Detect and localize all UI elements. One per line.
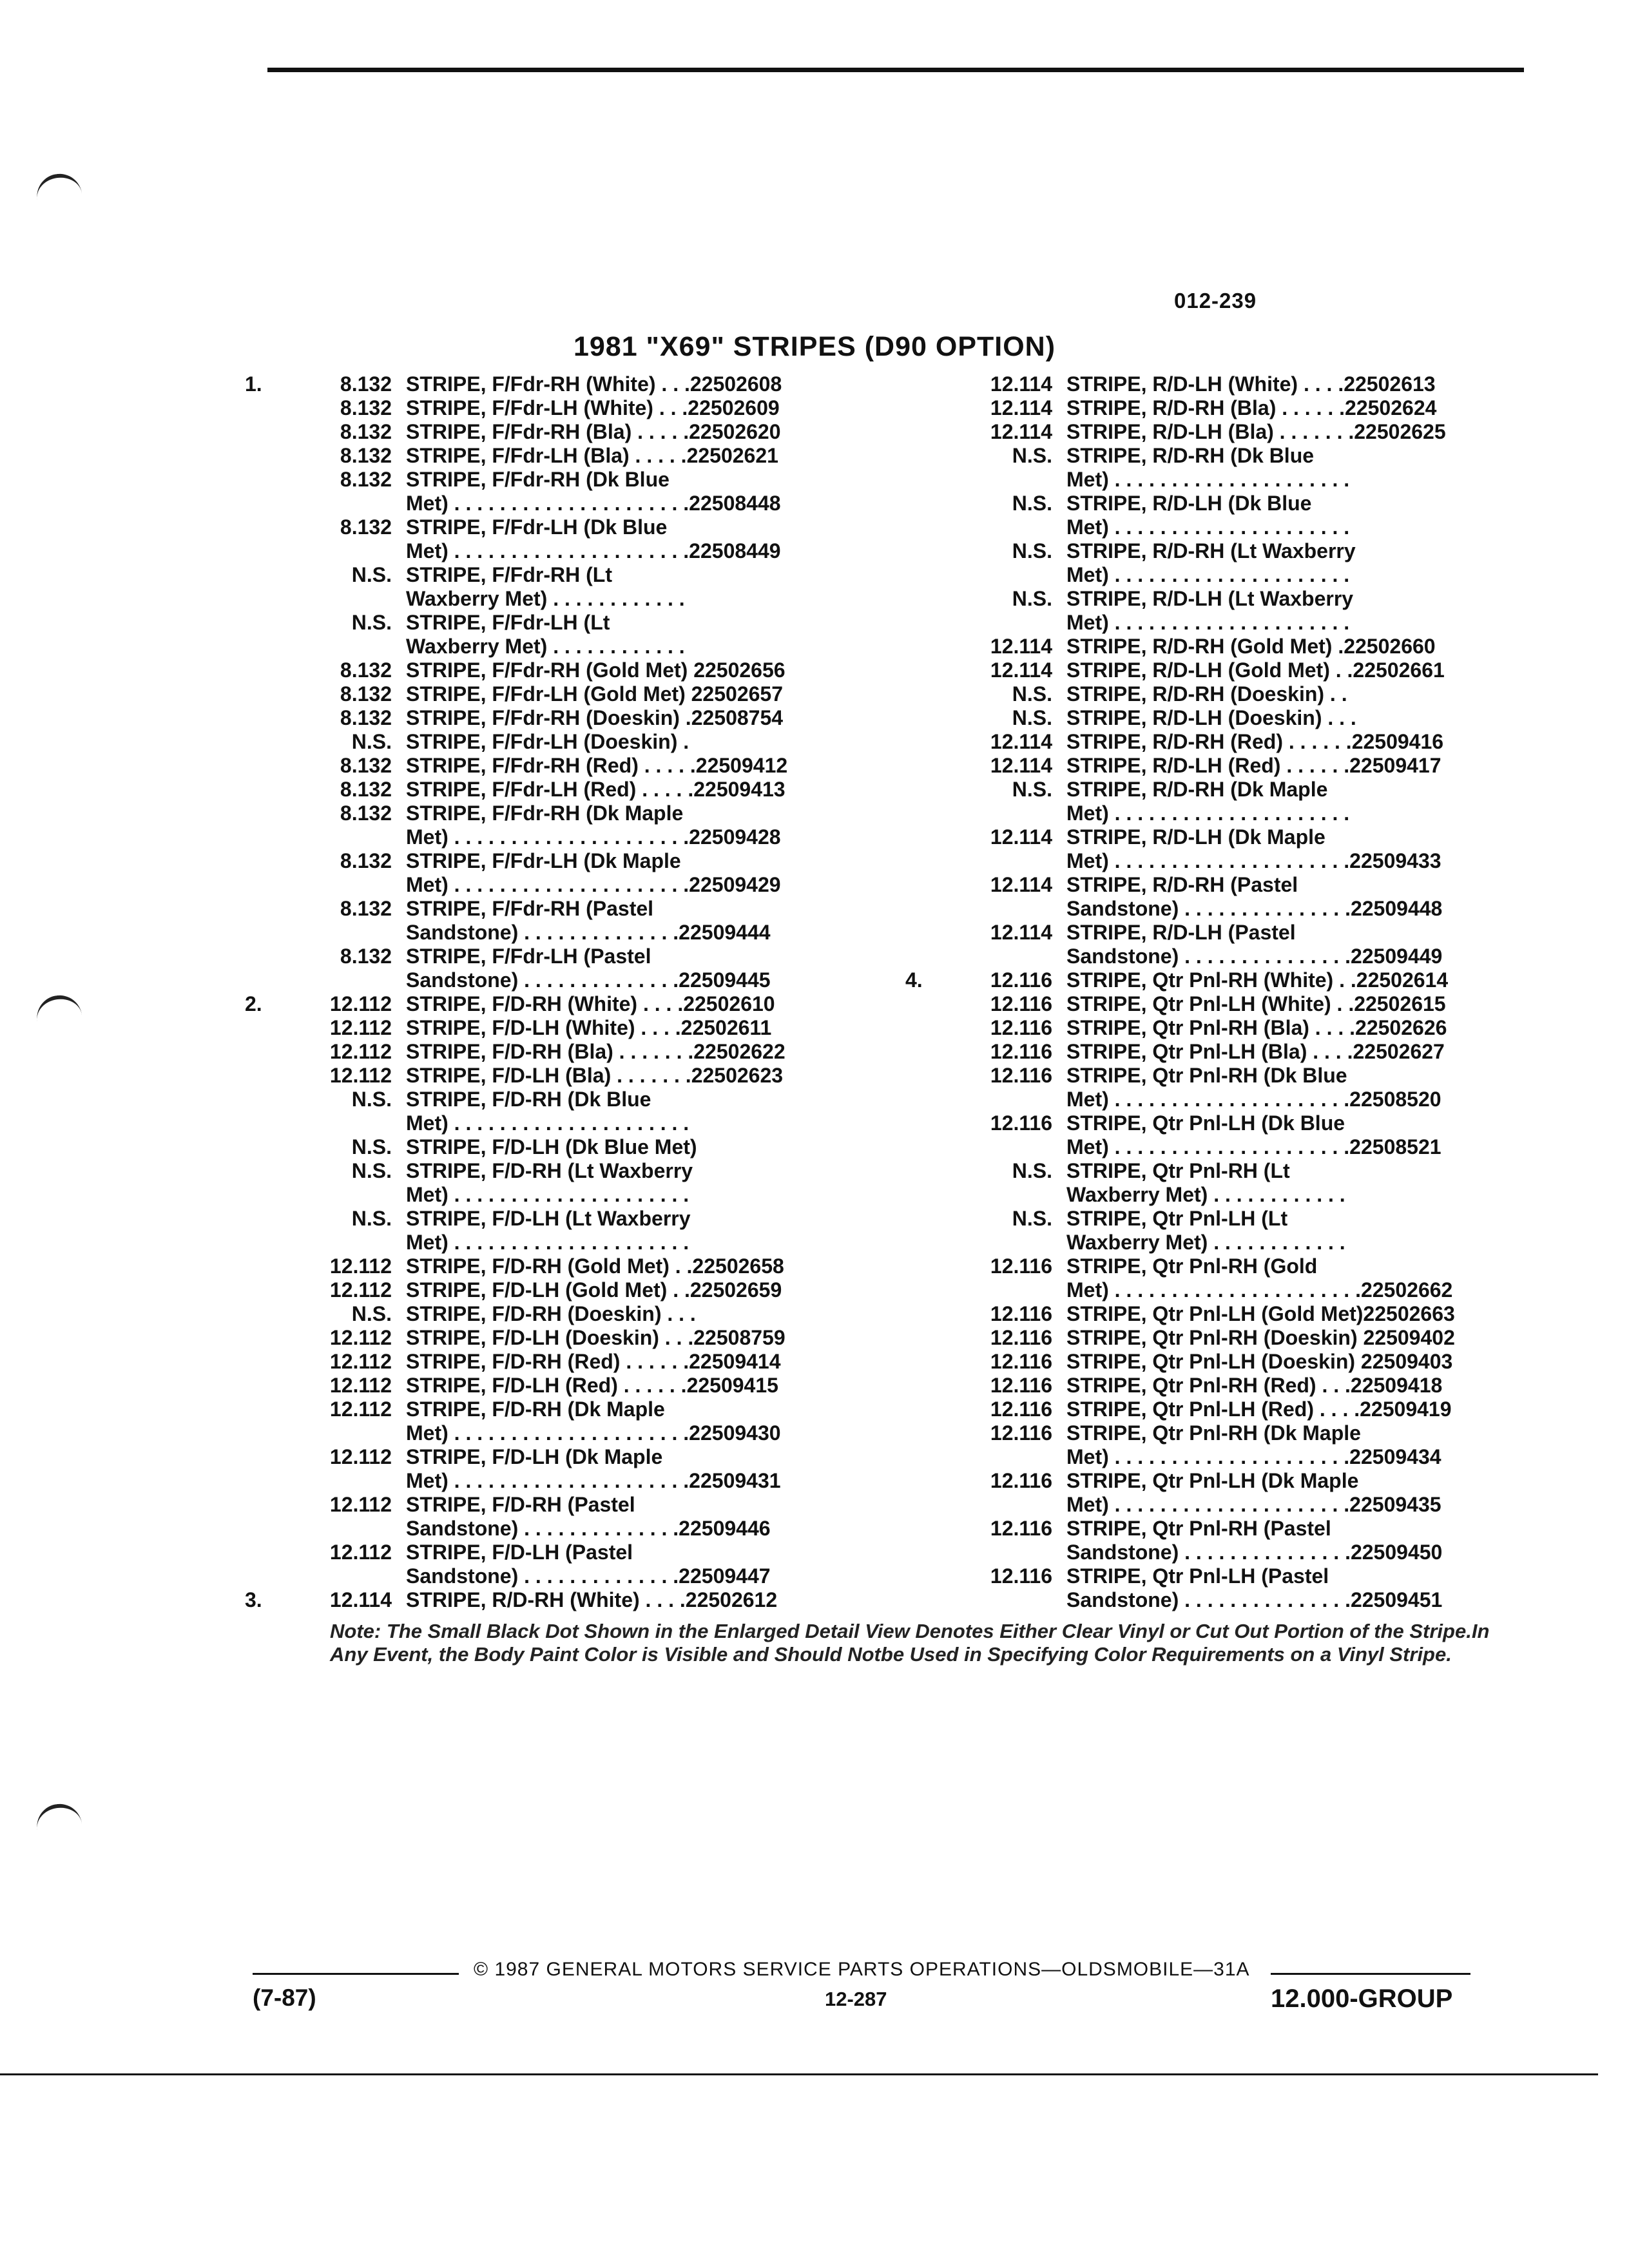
parts-list-item [905,1254,1576,1302]
item-description-line: STRIPE, R/D-LH (Pastel [1066,921,1296,944]
item-group-code: 12.116 [990,1111,1052,1135]
item-group-code: N.S. [351,611,392,634]
parts-list-item [905,1159,1576,1207]
item-group-code: 12.116 [990,1421,1052,1445]
parts-list-item [905,682,1576,706]
item-description-line: STRIPE, F/D-RH (Doeskin) . . . [406,1302,696,1325]
item-description-line: Met) . . . . . . . . . . . . . . . . . . . . .22508521 [1066,1135,1441,1158]
item-reference-number: 1. [245,372,262,396]
parts-list-item [245,1541,915,1588]
item-description-line: STRIPE, Qtr Pnl-RH (Gold [1066,1254,1318,1278]
item-description-line: STRIPE, F/D-RH (Gold Met) . .22502658 [406,1254,784,1278]
item-description-line: STRIPE, R/D-RH (White) . . . .22502612 [406,1588,778,1611]
item-group-code: 12.112 [329,1064,392,1087]
item-group-code: N.S. [1012,1207,1052,1230]
parts-list-item [905,1398,1576,1421]
item-group-code: 12.114 [990,372,1052,396]
parts-list-item [905,420,1576,444]
item-description-line: Sandstone) . . . . . . . . . . . . . .22509444 [406,921,771,944]
item-description-line: STRIPE, F/D-RH (Pastel [406,1493,635,1516]
item-description-line: STRIPE, R/D-RH (Gold Met) .22502660 [1066,635,1436,658]
item-description-line: STRIPE, Qtr Pnl-RH (Bla) . . . .22502626 [1066,1016,1447,1039]
item-description-line: STRIPE, Qtr Pnl-LH (Lt [1066,1207,1288,1230]
item-group-code: 12.112 [329,1374,392,1397]
item-description-line: STRIPE, R/D-LH (Gold Met) . .22502661 [1066,658,1445,682]
parts-list-item [905,587,1576,635]
item-description-line: STRIPE, F/D-RH (White) . . . .22502610 [406,992,775,1015]
parts-list-item [905,754,1576,778]
parts-list-item [245,563,915,611]
item-description-line: STRIPE, Qtr Pnl-LH (Gold Met)22502663 [1066,1302,1455,1325]
item-group-code: N.S. [351,1088,392,1111]
item-description-line: Waxberry Met) . . . . . . . . . . . . [406,635,685,658]
item-description-line: STRIPE, R/D-RH (Pastel [1066,873,1298,896]
item-description-line: STRIPE, F/Fdr-LH (Dk Maple [406,849,681,872]
item-description-line: STRIPE, R/D-LH (Dk Maple [1066,825,1325,849]
item-group-code: 12.112 [329,1040,392,1063]
item-description-line: STRIPE, F/Fdr-LH (White) . . .22502609 [406,396,780,419]
item-group-code: 8.132 [340,778,392,801]
item-group-code: 12.116 [990,1040,1052,1063]
parts-list-item [245,1350,915,1374]
parts-list-item [245,802,915,849]
item-description-line: STRIPE, Qtr Pnl-RH (White) . .22502614 [1066,968,1449,992]
parts-list-item [245,515,915,563]
item-description-line: STRIPE, F/Fdr-LH (Dk Blue [406,515,668,539]
item-description-line: STRIPE, F/Fdr-LH (Lt [406,611,610,634]
item-group-code: 8.132 [340,515,392,539]
item-description-line: Sandstone) . . . . . . . . . . . . . .22509446 [406,1517,771,1540]
item-description-line: Met) . . . . . . . . . . . . . . . . . . . . .22509428 [406,825,781,849]
item-description-line: Met) . . . . . . . . . . . . . . . . . . . . .22509434 [1066,1445,1441,1468]
item-description-line: STRIPE, F/Fdr-RH (Lt [406,563,612,586]
item-description-line: Sandstone) . . . . . . . . . . . . . .22509445 [406,968,771,992]
parts-list-item [245,1064,915,1088]
parts-list-item [905,730,1576,754]
item-description-line: STRIPE, Qtr Pnl-RH (Doeskin) 22509402 [1066,1326,1455,1349]
parts-list-item [905,1469,1576,1517]
item-description-line: STRIPE, F/D-LH (Lt Waxberry [406,1207,691,1230]
parts-list-item [245,1135,915,1159]
item-description-line: STRIPE, F/D-LH (Dk Blue Met) [406,1135,697,1158]
item-group-code: 12.116 [990,1564,1052,1588]
item-group-code: 12.112 [329,1016,392,1039]
parts-list-item [245,682,915,706]
item-description-line: STRIPE, F/Fdr-RH (Gold Met) 22502656 [406,658,786,682]
item-group-code: 12.116 [990,1517,1052,1540]
item-group-code: 12.116 [990,1398,1052,1421]
parts-list-item [245,706,915,730]
item-group-code: 12.114 [990,635,1052,658]
item-group-code: N.S. [1012,778,1052,801]
page-title: 1981 "X69" STRIPES (D90 OPTION) [573,331,1056,362]
item-description-line: STRIPE, R/D-RH (Dk Blue [1066,444,1315,467]
item-group-code: 12.116 [990,1469,1052,1492]
scan-mark-bottom [34,1801,82,1830]
item-description-line: STRIPE, F/Fdr-RH (Doeskin) .22508754 [406,706,784,729]
item-description-line: STRIPE, R/D-LH (Doeskin) . . . [1066,706,1356,729]
parts-list-item [905,706,1576,730]
item-description-line: Met) . . . . . . . . . . . . . . . . . . . . . [1066,515,1350,539]
parts-list-item [905,1326,1576,1350]
footer-page-number: 12-287 [825,1988,887,2010]
parts-list-item [245,396,915,420]
item-group-code: 8.132 [340,754,392,777]
parts-list-item [245,1374,915,1398]
item-group-code: 12.114 [990,754,1052,777]
item-group-code: 8.132 [340,802,392,825]
item-group-code: 12.112 [329,1254,392,1278]
item-description-line: STRIPE, F/Fdr-RH (Bla) . . . . .22502620 [406,420,781,443]
scan-mark-middle [34,992,82,1021]
item-group-code: N.S. [351,1302,392,1325]
parts-list-item [245,778,915,802]
item-description-line: STRIPE, F/D-LH (Red) . . . . . .22509415 [406,1374,778,1397]
item-description-line: STRIPE, R/D-RH (Bla) . . . . . .22502624 [1066,396,1437,419]
parts-list-item [905,539,1576,587]
item-reference-number: 2. [245,992,262,1015]
item-group-code: 12.116 [990,1302,1052,1325]
item-description-line: STRIPE, F/D-LH (White) . . . .22502611 [406,1016,772,1039]
item-description-line: Met) . . . . . . . . . . . . . . . . . . . . .22508449 [406,539,781,562]
item-group-code: 12.112 [329,1278,392,1302]
parts-list-item [245,1398,915,1445]
parts-list-item [245,754,915,778]
item-description-line: STRIPE, R/D-LH (Red) . . . . . .22509417 [1066,754,1441,777]
scan-mark-top [34,171,82,200]
item-group-code: 12.116 [990,1016,1052,1039]
item-group-code: 12.112 [329,1350,392,1373]
footer-copyright: © 1987 GENERAL MOTORS SERVICE PARTS OPERATIONS—OLDSMOBILE—31A [474,1959,1250,1980]
item-description-line: STRIPE, F/D-LH (Pastel [406,1541,633,1564]
item-group-code: 8.132 [340,849,392,872]
item-description-line: Met) . . . . . . . . . . . . . . . . . . . . . [406,1231,689,1254]
item-group-code: N.S. [1012,492,1052,515]
item-group-code: 12.114 [990,825,1052,849]
parts-list-item [245,1493,915,1541]
item-description-line: STRIPE, R/D-RH (Doeskin) . . [1066,682,1347,706]
bottom-rule [0,2073,1598,2075]
item-group-code: 12.116 [990,1064,1052,1087]
item-group-code: 12.112 [329,1541,392,1564]
parts-list-item [905,825,1576,873]
item-group-code: N.S. [1012,444,1052,467]
item-description-line: STRIPE, Qtr Pnl-LH (Doeskin) 22509403 [1066,1350,1453,1373]
item-group-code: 12.116 [990,992,1052,1015]
item-description-line: STRIPE, R/D-LH (Bla) . . . . . . .22502625 [1066,420,1446,443]
item-description-line: STRIPE, F/Fdr-LH (Red) . . . . .22509413 [406,778,786,801]
item-description-line: STRIPE, R/D-LH (White) . . . .22502613 [1066,372,1436,396]
parts-list-item [905,372,1576,396]
parts-list-item [245,444,915,468]
footer-date-code: (7-87) [253,1984,316,2011]
parts-list-item [245,372,915,396]
item-reference-number: 3. [245,1588,262,1611]
item-group-code: 12.116 [990,968,1052,992]
parts-list-item [905,1564,1576,1612]
footer-rule-left [253,1973,459,1975]
item-group-code: 8.132 [340,468,392,491]
item-group-code: N.S. [351,730,392,753]
item-description-line: STRIPE, F/D-RH (Lt Waxberry [406,1159,693,1182]
parts-list-item [245,611,915,658]
parts-list-item [245,1088,915,1135]
parts-list-item [905,873,1576,921]
item-group-code: N.S. [1012,1159,1052,1182]
item-description-line: STRIPE, R/D-LH (Dk Blue [1066,492,1312,515]
item-description-line: Met) . . . . . . . . . . . . . . . . . . . . . [1066,611,1350,634]
item-description-line: STRIPE, R/D-LH (Lt Waxberry [1066,587,1354,610]
parts-list-item [905,396,1576,420]
item-description-line: STRIPE, F/D-RH (Red) . . . . . .22509414 [406,1350,781,1373]
item-description-line: STRIPE, Qtr Pnl-LH (Bla) . . . .22502627 [1066,1040,1445,1063]
item-group-code: N.S. [1012,706,1052,729]
parts-list-item [905,1207,1576,1254]
item-description-line: STRIPE, F/Fdr-RH (Red) . . . . .22509412 [406,754,788,777]
parts-list-item [245,1445,915,1493]
item-description-line: STRIPE, F/Fdr-RH (Pastel [406,897,654,920]
parts-list-item [905,1016,1576,1040]
item-description-line: Met) . . . . . . . . . . . . . . . . . . . . .22509431 [406,1469,781,1492]
item-description-line: Met) . . . . . . . . . . . . . . . . . . . . . [406,1111,689,1135]
parts-list-item [245,1016,915,1040]
item-description-line: STRIPE, R/D-RH (Red) . . . . . .22509416 [1066,730,1444,753]
item-group-code: 8.132 [340,372,392,396]
item-description-line: STRIPE, F/D-LH (Doeskin) . . .22508759 [406,1326,786,1349]
parts-list-item [905,1517,1576,1564]
item-group-code: 12.114 [990,730,1052,753]
parts-list-right-column [905,372,1576,1612]
item-description-line: Waxberry Met) . . . . . . . . . . . . [406,587,685,610]
item-description-line: STRIPE, F/Fdr-RH (Dk Maple [406,802,684,825]
note-text: Note: The Small Black Dot Shown in the Enlarged Detail View Denotes Either Clear Vinyl or Cut Out Portion of the Stripe.In Any Event, the Body Paint Color is Visible and Should Notbe Used in Specifying Color Requirements on a Vinyl Stripe. [330,1620,1490,1666]
item-description-line: STRIPE, Qtr Pnl-RH (Pastel [1066,1517,1331,1540]
item-group-code: 8.132 [340,706,392,729]
item-description-line: Met) . . . . . . . . . . . . . . . . . . . . .22509433 [1066,849,1441,872]
item-group-code: 12.112 [329,992,392,1015]
item-group-code: 12.116 [990,1254,1052,1278]
item-group-code: 8.132 [340,682,392,706]
item-description-line: Met) . . . . . . . . . . . . . . . . . . . . .22508520 [1066,1088,1441,1111]
item-description-line: Met) . . . . . . . . . . . . . . . . . . . . .22509429 [406,873,781,896]
item-description-line: STRIPE, Qtr Pnl-RH (Dk Maple [1066,1421,1361,1445]
parts-list-item [245,468,915,515]
item-description-line: Sandstone) . . . . . . . . . . . . . . .22509451 [1066,1588,1443,1611]
parts-list-item [245,1278,915,1302]
parts-list-item [905,1350,1576,1374]
footer-group-label: 12.000-GROUP [1271,1984,1453,2013]
parts-list-item [245,420,915,444]
parts-list-item [905,658,1576,682]
parts-list-item [245,1302,915,1326]
item-group-code: 12.116 [990,1350,1052,1373]
item-group-code: 8.132 [340,897,392,920]
item-description-line: STRIPE, F/D-LH (Gold Met) . .22502659 [406,1278,782,1302]
item-description-line: Met) . . . . . . . . . . . . . . . . . . . . .22509430 [406,1421,781,1445]
parts-list-item [245,658,915,682]
item-group-code: 12.114 [990,396,1052,419]
item-description-line: Sandstone) . . . . . . . . . . . . . . .22509449 [1066,945,1443,968]
item-description-line: STRIPE, Qtr Pnl-LH (Dk Blue [1066,1111,1345,1135]
footer-rule-right [1271,1973,1470,1975]
parts-list-item [245,897,915,945]
item-description-line: STRIPE, F/Fdr-RH (White) . . .22502608 [406,372,782,396]
parts-list-item [905,635,1576,658]
item-description-line: STRIPE, F/D-RH (Bla) . . . . . . .22502622 [406,1040,786,1063]
item-description-line: STRIPE, R/D-RH (Dk Maple [1066,778,1328,801]
parts-list-item [905,1421,1576,1469]
parts-list-item [245,1207,915,1254]
item-group-code: 8.132 [340,945,392,968]
item-group-code: 8.132 [340,658,392,682]
item-description-line: STRIPE, R/D-RH (Lt Waxberry [1066,539,1356,562]
item-description-line: Met) . . . . . . . . . . . . . . . . . . . . . [1066,563,1350,586]
parts-list-item [905,1064,1576,1111]
item-description-line: Met) . . . . . . . . . . . . . . . . . . . . .22508448 [406,492,781,515]
item-group-code: N.S. [1012,587,1052,610]
top-rule [267,68,1524,72]
item-description-line: STRIPE, F/Fdr-LH (Bla) . . . . .22502621 [406,444,778,467]
parts-list-item [905,1374,1576,1398]
item-group-code: 12.114 [990,658,1052,682]
parts-list-item [245,1040,915,1064]
item-group-code: N.S. [1012,682,1052,706]
parts-list-item [245,1588,915,1612]
document-code: 012-239 [1174,289,1257,312]
parts-list-item [245,1326,915,1350]
item-description-line: STRIPE, F/Fdr-LH (Gold Met) 22502657 [406,682,783,706]
item-group-code: 12.114 [329,1588,392,1611]
parts-list-item [905,778,1576,825]
item-description-line: Met) . . . . . . . . . . . . . . . . . . . . . [406,1183,689,1206]
parts-list-item [905,921,1576,968]
item-description-line: Met) . . . . . . . . . . . . . . . . . . . . . .22502662 [1066,1278,1453,1302]
parts-list-item [245,945,915,992]
item-group-code: N.S. [351,1207,392,1230]
item-group-code: 12.112 [329,1445,392,1468]
item-group-code: 12.112 [329,1326,392,1349]
item-group-code: N.S. [351,1135,392,1158]
parts-list-item [905,968,1576,992]
item-description-line: STRIPE, Qtr Pnl-RH (Dk Blue [1066,1064,1347,1087]
item-group-code: 12.116 [990,1326,1052,1349]
item-description-line: STRIPE, Qtr Pnl-LH (Red) . . . .22509419 [1066,1398,1452,1421]
item-description-line: STRIPE, Qtr Pnl-RH (Lt [1066,1159,1290,1182]
item-reference-number: 4. [905,968,923,992]
item-description-line: STRIPE, F/D-RH (Dk Blue [406,1088,651,1111]
item-group-code: N.S. [351,1159,392,1182]
item-description-line: STRIPE, Qtr Pnl-LH (Pastel [1066,1564,1329,1588]
item-description-line: STRIPE, F/D-RH (Dk Maple [406,1398,665,1421]
item-description-line: STRIPE, F/Fdr-LH (Doeskin) . [406,730,689,753]
item-description-line: STRIPE, F/D-LH (Bla) . . . . . . .22502623 [406,1064,784,1087]
item-group-code: 8.132 [340,420,392,443]
item-group-code: N.S. [1012,539,1052,562]
item-description-line: STRIPE, F/Fdr-RH (Dk Blue [406,468,670,491]
item-description-line: Met) . . . . . . . . . . . . . . . . . . . . . [1066,468,1350,491]
parts-list-item [905,444,1576,492]
parts-list-item [245,849,915,897]
item-group-code: 12.116 [990,1374,1052,1397]
item-description-line: Sandstone) . . . . . . . . . . . . . .22509447 [406,1564,771,1588]
parts-list-item [905,1302,1576,1326]
item-description-line: Sandstone) . . . . . . . . . . . . . . .22509448 [1066,897,1443,920]
parts-list-item [245,992,915,1016]
parts-list-item [245,1254,915,1278]
item-group-code: 12.114 [990,873,1052,896]
item-group-code: 12.114 [990,921,1052,944]
item-description-line: STRIPE, Qtr Pnl-LH (Dk Maple [1066,1469,1359,1492]
item-description-line: Waxberry Met) . . . . . . . . . . . . [1066,1183,1345,1206]
item-group-code: 12.114 [990,420,1052,443]
item-group-code: 8.132 [340,444,392,467]
parts-list-item [245,1159,915,1207]
item-description-line: Waxberry Met) . . . . . . . . . . . . [1066,1231,1345,1254]
item-description-line: Sandstone) . . . . . . . . . . . . . . .22509450 [1066,1541,1443,1564]
parts-list-item [905,992,1576,1016]
item-description-line: Met) . . . . . . . . . . . . . . . . . . . . . [1066,802,1350,825]
item-description-line: STRIPE, Qtr Pnl-RH (Red) . . .22509418 [1066,1374,1443,1397]
item-group-code: N.S. [351,563,392,586]
item-description-line: Met) . . . . . . . . . . . . . . . . . . . . .22509435 [1066,1493,1441,1516]
parts-list-item [905,1040,1576,1064]
parts-list-item [905,492,1576,539]
item-group-code: 12.112 [329,1493,392,1516]
item-description-line: STRIPE, F/D-LH (Dk Maple [406,1445,663,1468]
parts-list-item [245,730,915,754]
item-description-line: STRIPE, Qtr Pnl-LH (White) . .22502615 [1066,992,1446,1015]
item-group-code: 12.112 [329,1398,392,1421]
item-description-line: STRIPE, F/Fdr-LH (Pastel [406,945,651,968]
parts-list-left-column [245,372,915,1612]
item-group-code: 8.132 [340,396,392,419]
parts-list-item [905,1111,1576,1159]
